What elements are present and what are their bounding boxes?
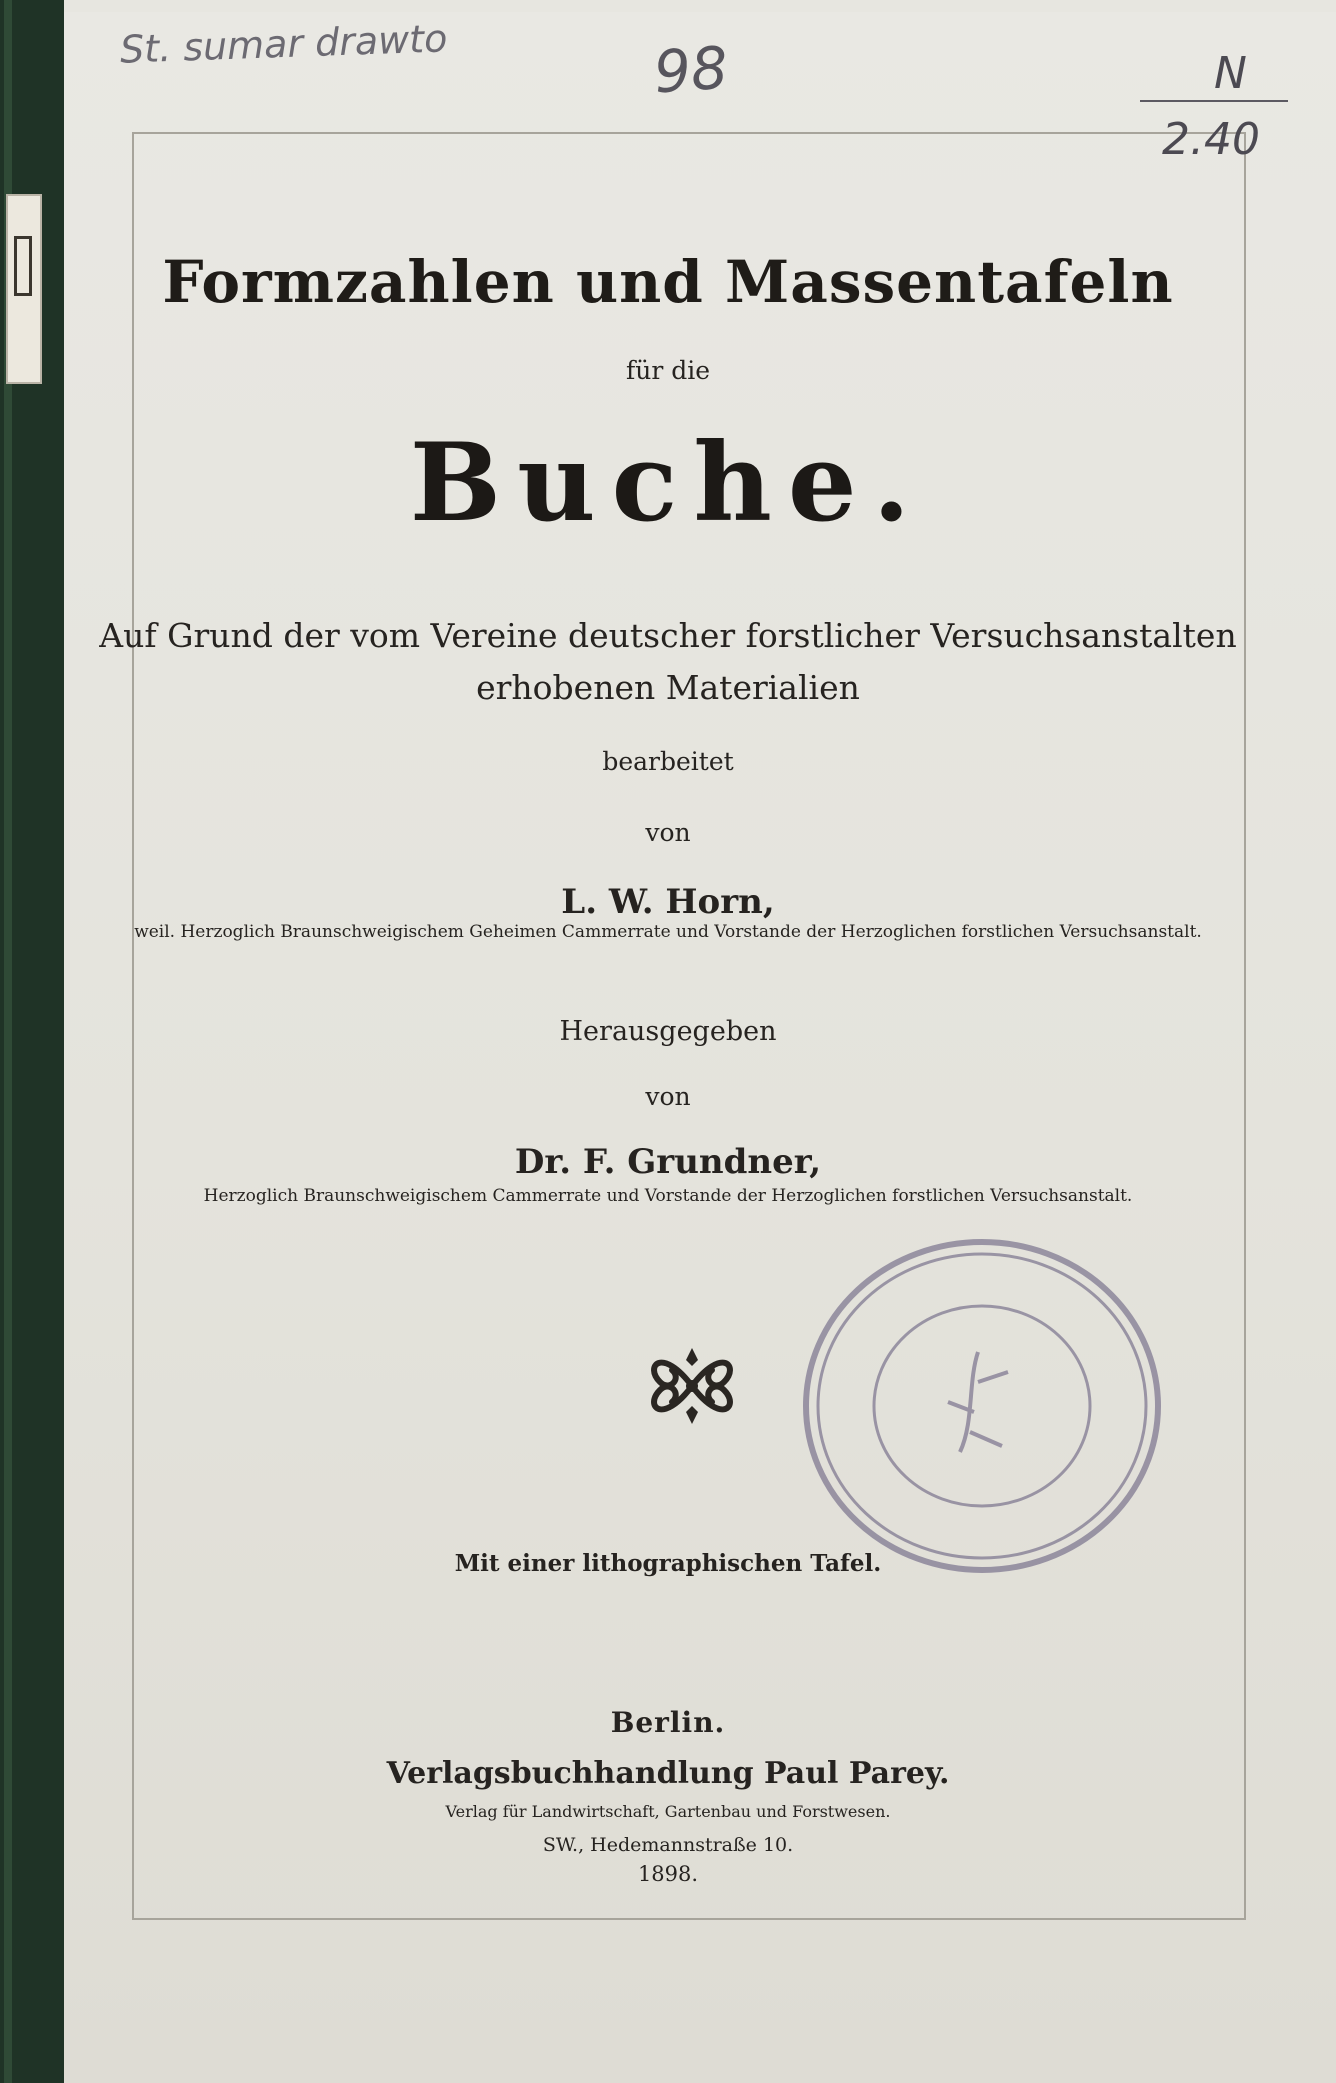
handwritten-underline <box>1140 100 1288 102</box>
imprint-year: 1898. <box>637 1862 699 1886</box>
credit-von-editor: von <box>645 1082 691 1111</box>
subtitle-line-1: Auf Grund der vom Vereine deutscher forstlicher Versuchsanstalten <box>99 616 1237 655</box>
handwritten-note-top-left: St. sumar drawto <box>119 16 448 72</box>
credit-von-author: von <box>645 818 691 847</box>
editor-name: Dr. F. Grundner, <box>514 1142 822 1182</box>
imprint-address: SW., Hedemannstraße 10. <box>542 1834 794 1856</box>
editor-role: Herzoglich Braunschweigischem Cammerrate und Vorstande der Herzoglichen forstlichen Versuchsanstalt. <box>203 1186 1133 1206</box>
credit-herausgegeben: Herausgegeben <box>559 1016 777 1047</box>
imprint-publisher: Verlagsbuchhandlung Paul Parey. <box>386 1756 950 1791</box>
subtitle-line-2: erhobenen Materialien <box>476 668 860 707</box>
author-name: L. W. Horn, <box>561 882 775 922</box>
handwritten-price: 2.40 <box>1162 114 1260 165</box>
credit-bearbeitet: bearbeitet <box>602 747 734 776</box>
book-title: Formzahlen und Massentafeln <box>162 248 1174 316</box>
author-role: weil. Herzoglich Braunschweigischem Geheimen Cammerrate und Vorstande der Herzoglichen forstlichen Versuchsanstalt. <box>134 922 1202 942</box>
title-connector: für die <box>625 356 711 385</box>
handwritten-number: 98 <box>651 33 731 107</box>
imprint-city: Berlin. <box>610 1706 726 1739</box>
book-subject: Buche. <box>409 420 927 546</box>
library-stamp <box>798 1232 1166 1580</box>
plate-note: Mit einer lithographischen Tafel. <box>454 1550 882 1577</box>
ornament-fleuron-icon <box>642 1336 742 1436</box>
imprint-fields: Verlag für Landwirtschaft, Gartenbau und Forstwesen. <box>445 1802 891 1821</box>
handwritten-shelf-mark: N <box>1214 48 1247 99</box>
